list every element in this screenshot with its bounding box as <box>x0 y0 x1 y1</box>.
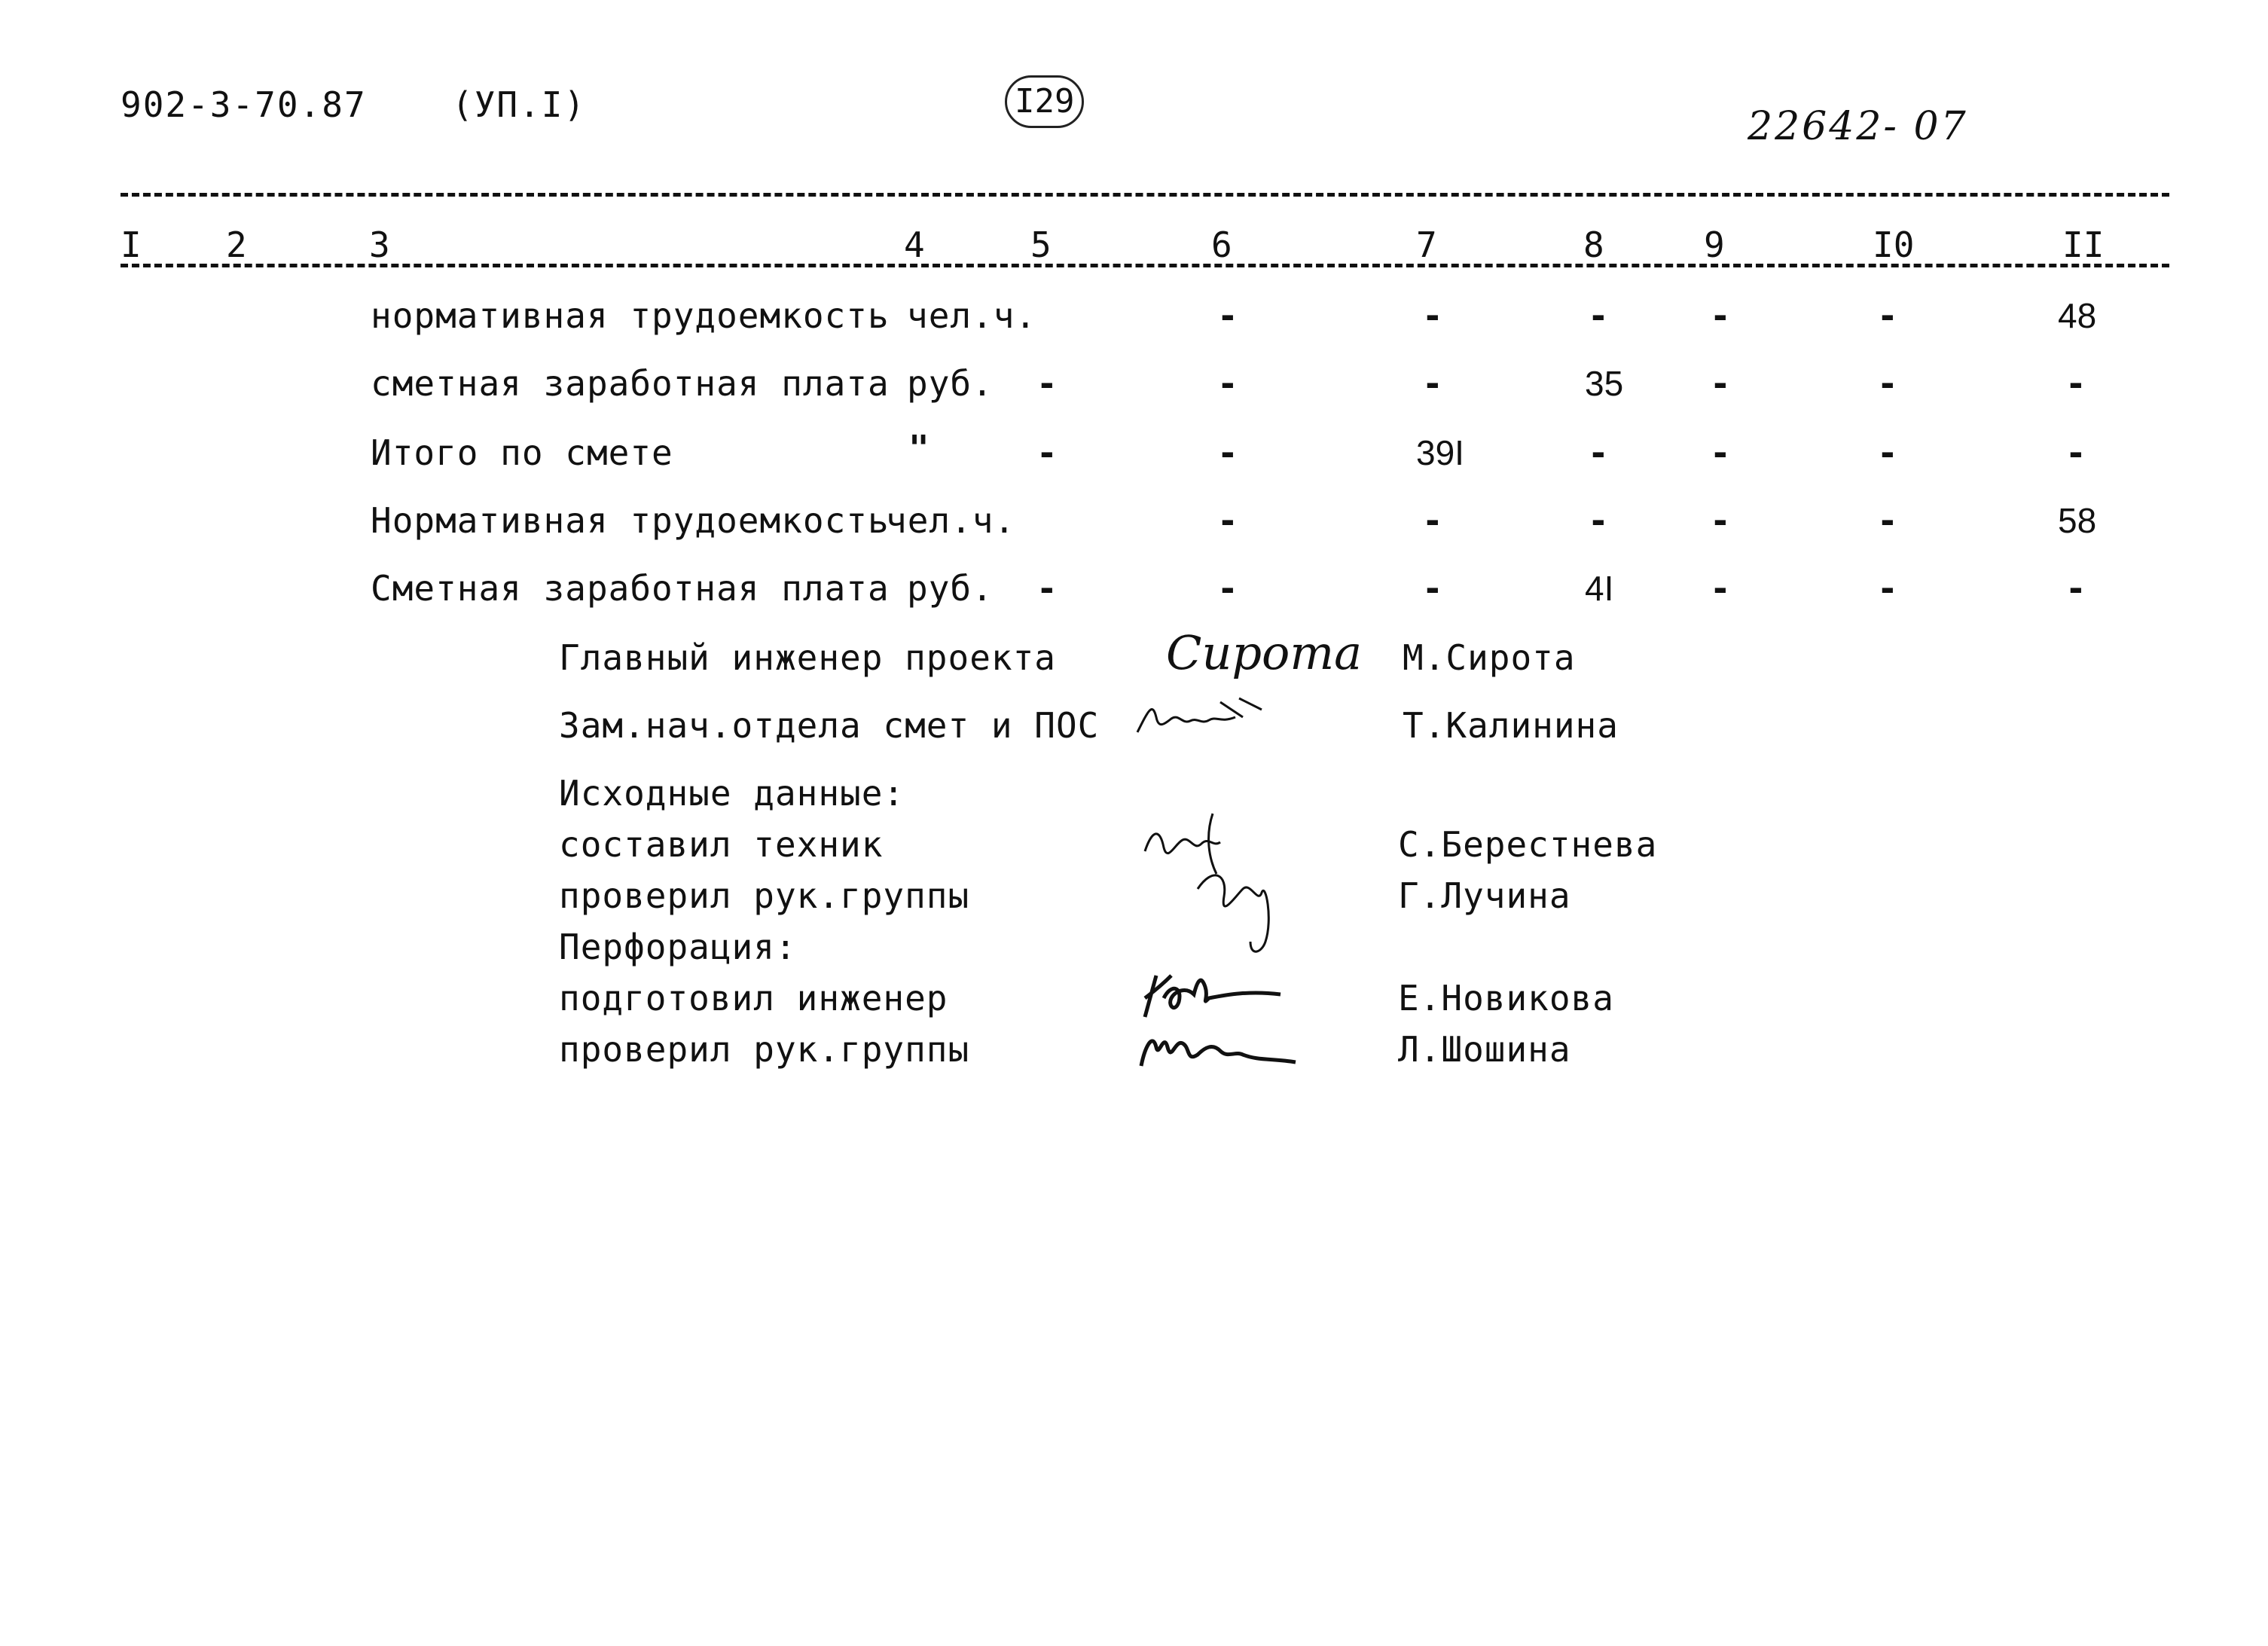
deputy-head-role: Зам.нач.отдела смет и ПОС <box>559 705 1100 746</box>
chief-engineer-signature: Сирота <box>1166 625 1363 680</box>
prepared-signature <box>1130 964 1311 1025</box>
row-2-col10: - <box>1877 363 1898 404</box>
column-number-2: 2 <box>226 224 247 265</box>
row-3-label: Итого по смете <box>371 432 673 473</box>
row-4-col7: - <box>1422 500 1443 541</box>
checked-signature-2 <box>1130 1017 1311 1077</box>
top-dashed-rule <box>121 193 2169 197</box>
row-3-col9: - <box>1710 432 1731 473</box>
checked-name-1: Г.Лучина <box>1398 875 1571 916</box>
row-3-col8: - <box>1588 432 1609 473</box>
page-number: I29 <box>1005 75 1084 128</box>
column-number-1: I <box>121 224 142 265</box>
column-number-10: I0 <box>1873 224 1915 265</box>
column-number-9: 9 <box>1704 224 1725 265</box>
column-number-11: II <box>2062 224 2105 265</box>
row-4-unit: чел.ч. <box>886 500 1016 541</box>
row-5-col10: - <box>1877 568 1898 609</box>
compiled-name: С.Берестнева <box>1398 824 1658 865</box>
row-4-col6: - <box>1217 500 1238 541</box>
row-5-label: Сметная заработная плата <box>371 568 890 609</box>
chief-engineer-name: М.Сирота <box>1403 637 1576 678</box>
row-2-label: сметная заработная плата <box>371 363 890 404</box>
row-5-unit: руб. <box>907 568 994 609</box>
row-1-col6: - <box>1217 295 1238 336</box>
checked-role-1: проверил рук.группы <box>559 875 970 916</box>
row-5-col9: - <box>1710 568 1731 609</box>
row-3-col10: - <box>1877 432 1898 473</box>
row-2-unit: руб. <box>907 363 994 404</box>
deputy-head-signature <box>1130 687 1281 747</box>
row-1-col7: - <box>1422 295 1443 336</box>
album-label: (УП.I) <box>452 84 587 125</box>
row-2-col11: - <box>2065 363 2086 404</box>
row-5-col11: - <box>2065 568 2086 609</box>
row-1-col9: - <box>1710 295 1731 336</box>
deputy-head-name: Т.Калинина <box>1403 705 1619 746</box>
prepared-role: подготовил инженер <box>559 978 948 1018</box>
prepared-name: Е.Новикова <box>1398 978 1614 1018</box>
document-number: 22642- 07 <box>1748 104 1968 149</box>
row-2-col6: - <box>1217 363 1238 404</box>
perforation-heading: Перфорация: <box>559 927 797 967</box>
checked-name-2: Л.Шошина <box>1398 1029 1571 1070</box>
row-4-col10: - <box>1877 500 1898 541</box>
column-number-4: 4 <box>904 224 925 265</box>
row-3-unit-ditto: " <box>908 428 930 469</box>
row-4-label: Нормативная трудоемкость <box>371 500 890 541</box>
row-5-col6: - <box>1217 568 1238 609</box>
row-4-col8: - <box>1588 500 1609 541</box>
row-2-col7: - <box>1422 363 1443 404</box>
row-4-col11: 58 <box>2058 501 2097 540</box>
row-1-unit: чел.ч. <box>907 295 1037 336</box>
row-1-col10: - <box>1877 295 1898 336</box>
row-1-label: нормативная трудоемкость <box>371 295 890 336</box>
column-number-6: 6 <box>1211 224 1232 265</box>
row-2-col8: 35 <box>1585 364 1624 403</box>
row-4-col9: - <box>1710 500 1731 541</box>
row-5-col8: 4I <box>1585 569 1614 608</box>
row-3-col6: - <box>1217 432 1238 473</box>
column-number-dashed-rule <box>121 264 2169 267</box>
chief-engineer-role: Главный инженер проекта <box>559 637 1056 678</box>
compiled-role: составил техник <box>559 824 884 865</box>
source-data-signatures <box>1130 806 1326 964</box>
project-code: 902-3-70.87 <box>121 84 367 125</box>
row-1-col8: - <box>1588 295 1609 336</box>
row-3-col7: 39I <box>1416 433 1464 472</box>
column-number-3: 3 <box>369 224 390 265</box>
checked-role-2: проверил рук.группы <box>559 1029 970 1070</box>
column-number-8: 8 <box>1583 224 1604 265</box>
source-data-heading: Исходные данные: <box>559 773 905 814</box>
row-1-col11: 48 <box>2058 296 2097 335</box>
row-5-col7: - <box>1422 568 1443 609</box>
row-3-col5: - <box>1036 432 1058 473</box>
column-number-5: 5 <box>1030 224 1052 265</box>
column-number-7: 7 <box>1416 224 1437 265</box>
row-2-col9: - <box>1710 363 1731 404</box>
row-5-col5: - <box>1036 568 1058 609</box>
row-3-col11: - <box>2065 432 2086 473</box>
row-2-col5: - <box>1036 363 1058 404</box>
